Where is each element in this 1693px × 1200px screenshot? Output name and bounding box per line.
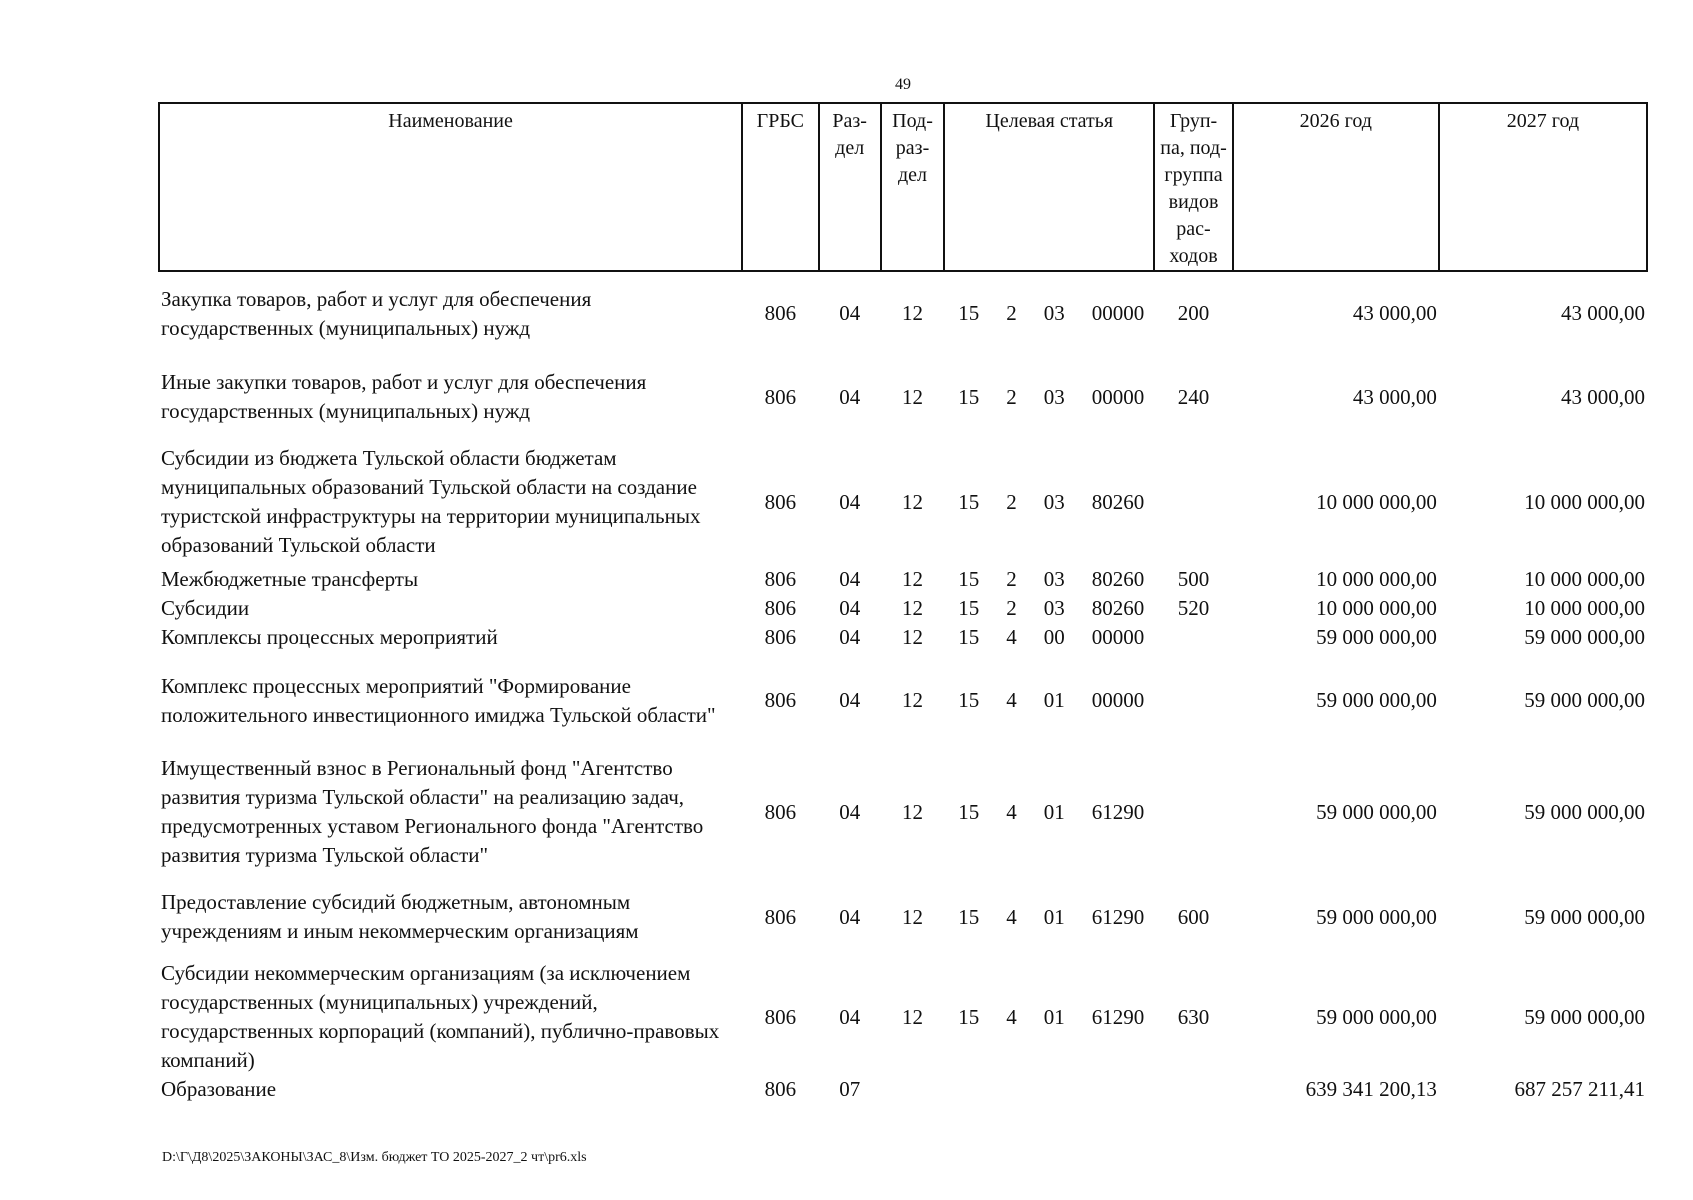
row-target bbox=[944, 623, 1154, 652]
target-code-part: 00000 bbox=[1091, 301, 1145, 325]
table-row bbox=[159, 594, 1647, 623]
row-2026: 59 000 000,00 bbox=[1316, 625, 1437, 649]
header-name: Наименование bbox=[159, 103, 742, 271]
target-code-part: 4 bbox=[1006, 1004, 1017, 1029]
target-code-part: 00 bbox=[1043, 625, 1065, 649]
target-code-part: 15 bbox=[958, 904, 980, 929]
row-2027: 59 000 000,00 bbox=[1524, 799, 1645, 824]
row-grbs: 806 bbox=[764, 904, 797, 929]
row-grbs: 806 bbox=[764, 1077, 797, 1101]
target-code-part: 00000 bbox=[1091, 625, 1145, 649]
row-group bbox=[1154, 652, 1232, 749]
table-row bbox=[159, 623, 1647, 652]
row-target bbox=[944, 355, 1154, 439]
table-row bbox=[159, 875, 1647, 959]
target-code-part: 01 bbox=[1043, 1004, 1065, 1029]
target-code-part: 4 bbox=[1006, 625, 1017, 649]
header-2026: 2026 год bbox=[1233, 103, 1439, 271]
row-2027: 59 000 000,00 bbox=[1524, 1004, 1645, 1029]
target-code-part: 01 bbox=[1043, 688, 1065, 712]
target-code-part: 15 bbox=[958, 384, 980, 409]
row-group: 500 bbox=[1177, 567, 1210, 591]
header-2027: 2027 год bbox=[1439, 103, 1647, 271]
target-code-part: 2 bbox=[1006, 301, 1017, 325]
row-podrazdel: 12 bbox=[902, 489, 924, 514]
row-2026: 639 341 200,13 bbox=[1305, 1077, 1437, 1101]
row-name: Межбюджетные трансферты bbox=[161, 567, 419, 591]
row-grbs: 806 bbox=[764, 625, 797, 649]
table-row bbox=[159, 749, 1647, 875]
row-2026: 59 000 000,00 bbox=[1316, 904, 1437, 929]
row-target bbox=[944, 594, 1154, 623]
row-name: Комплексы процессных мероприятий bbox=[161, 625, 498, 649]
row-podrazdel: 12 bbox=[902, 301, 924, 325]
target-code-part: 03 bbox=[1043, 489, 1065, 514]
table-header-row bbox=[159, 103, 1647, 271]
target-code-part: 01 bbox=[1043, 904, 1065, 929]
row-2027: 59 000 000,00 bbox=[1524, 625, 1645, 649]
header-target: Целевая статья bbox=[944, 103, 1154, 271]
row-name: Субсидии bbox=[161, 596, 250, 620]
row-podrazdel: 12 bbox=[902, 567, 924, 591]
table-row bbox=[159, 652, 1647, 749]
row-name: Иные закупки товаров, работ и услуг для обеспечения государственных (муниципальных) нужд bbox=[161, 370, 647, 423]
target-code-part: 01 bbox=[1043, 799, 1065, 824]
row-group: 240 bbox=[1177, 384, 1210, 409]
row-razdel: 04 bbox=[839, 799, 861, 824]
row-target bbox=[944, 1075, 1154, 1104]
table-row bbox=[159, 355, 1647, 439]
row-podrazdel: 12 bbox=[902, 799, 924, 824]
target-code-part: 15 bbox=[958, 625, 980, 649]
row-target bbox=[944, 875, 1154, 959]
target-code-part: 4 bbox=[1006, 799, 1017, 824]
target-code bbox=[946, 383, 1152, 412]
target-code-part: 15 bbox=[958, 688, 980, 712]
row-2027: 10 000 000,00 bbox=[1524, 489, 1645, 514]
row-name: Имущественный взнос в Региональный фонд "Агентство развития туризма Тульской области" на реализацию задач, предусмотренных уставом Регионального фонда "Агентство развития туризма Тульской области" bbox=[161, 756, 704, 867]
target-code-part: 15 bbox=[958, 489, 980, 514]
target-code-part: 61290 bbox=[1091, 1004, 1145, 1029]
target-code-part: 15 bbox=[958, 567, 980, 591]
table-row bbox=[159, 271, 1647, 355]
row-grbs: 806 bbox=[764, 489, 797, 514]
row-group: 520 bbox=[1177, 596, 1210, 620]
budget-table bbox=[158, 102, 1648, 1104]
row-razdel: 04 bbox=[839, 625, 861, 649]
row-2026: 59 000 000,00 bbox=[1316, 1004, 1437, 1029]
row-group: 630 bbox=[1177, 1004, 1210, 1029]
row-target bbox=[944, 271, 1154, 355]
target-code-part: 2 bbox=[1006, 567, 1017, 591]
target-code bbox=[946, 594, 1152, 623]
row-group bbox=[1154, 623, 1232, 652]
row-target bbox=[944, 439, 1154, 565]
header-podrazdel: Под- раз- дел bbox=[881, 103, 944, 271]
row-2027: 10 000 000,00 bbox=[1524, 567, 1645, 591]
table-row bbox=[159, 439, 1647, 565]
row-podrazdel: 12 bbox=[902, 596, 924, 620]
row-group bbox=[1154, 1075, 1232, 1104]
table-row bbox=[159, 959, 1647, 1075]
target-code bbox=[946, 903, 1152, 932]
file-path-footer: D:\Г\Д8\2025\ЗАКОНЫ\ЗАС_8\Изм. бюджет ТО 2025-2027_2 чт\pr6.xls bbox=[162, 1150, 587, 1165]
target-code-part: 15 bbox=[958, 301, 980, 325]
target-code-part: 15 bbox=[958, 596, 980, 620]
target-code-part: 2 bbox=[1006, 596, 1017, 620]
row-razdel: 07 bbox=[839, 1077, 861, 1101]
row-podrazdel: 12 bbox=[902, 904, 924, 929]
target-code-part: 2 bbox=[1006, 384, 1017, 409]
row-group: 600 bbox=[1177, 904, 1210, 929]
row-grbs: 806 bbox=[764, 1004, 797, 1029]
target-code-part: 03 bbox=[1043, 567, 1065, 591]
row-razdel: 04 bbox=[839, 1004, 861, 1029]
row-grbs: 806 bbox=[764, 799, 797, 824]
target-code bbox=[946, 488, 1152, 517]
target-code-part: 00000 bbox=[1091, 384, 1145, 409]
target-code bbox=[946, 1003, 1152, 1032]
target-code-part: 80260 bbox=[1091, 596, 1145, 620]
row-group bbox=[1154, 439, 1232, 565]
row-name: Закупка товаров, работ и услуг для обеспечения государственных (муниципальных) нужд bbox=[161, 286, 592, 340]
row-razdel: 04 bbox=[839, 904, 861, 929]
row-name: Комплекс процессных мероприятий "Формирование положительного инвестиционного имиджа Тульской области" bbox=[161, 673, 716, 727]
row-razdel: 04 bbox=[839, 567, 861, 591]
target-code-part: 00000 bbox=[1091, 688, 1145, 712]
target-code bbox=[946, 798, 1152, 827]
target-code-part: 4 bbox=[1006, 904, 1017, 929]
row-2026: 59 000 000,00 bbox=[1316, 799, 1437, 824]
row-grbs: 806 bbox=[764, 301, 797, 325]
row-razdel: 04 bbox=[839, 384, 861, 409]
row-name: Субсидии из бюджета Тульской области бюджетам муниципальных образований Тульской области на создание туристской инфраструктуры на территории муниципальных образований Тульской области bbox=[161, 446, 701, 557]
row-2026: 10 000 000,00 bbox=[1316, 489, 1437, 514]
row-2026: 43 000,00 bbox=[1352, 384, 1437, 409]
row-target bbox=[944, 565, 1154, 594]
row-podrazdel: 12 bbox=[902, 384, 924, 409]
row-name: Субсидии некоммерческим организациям (за исключением государственных (муниципальных) учреждений, государственных корпораций (компаний), публично-правовых компаний) bbox=[161, 961, 720, 1072]
row-2026: 43 000,00 bbox=[1352, 301, 1437, 325]
row-target bbox=[944, 652, 1154, 749]
row-podrazdel: 12 bbox=[902, 1004, 924, 1029]
row-2027: 59 000 000,00 bbox=[1524, 688, 1645, 712]
target-code-part: 80260 bbox=[1091, 489, 1145, 514]
page-number: 49 bbox=[895, 76, 911, 93]
row-group: 200 bbox=[1177, 301, 1210, 325]
target-code-part: 4 bbox=[1006, 688, 1017, 712]
row-grbs: 806 bbox=[764, 688, 797, 712]
row-group bbox=[1154, 749, 1232, 875]
row-2026: 10 000 000,00 bbox=[1316, 567, 1437, 591]
target-code-part: 03 bbox=[1043, 301, 1065, 325]
target-code-part: 15 bbox=[958, 1004, 980, 1029]
row-razdel: 04 bbox=[839, 688, 861, 712]
header-grbs: ГРБС bbox=[742, 103, 818, 271]
row-podrazdel: 12 bbox=[902, 625, 924, 649]
row-target bbox=[944, 959, 1154, 1075]
target-code-part: 03 bbox=[1043, 596, 1065, 620]
target-code bbox=[946, 299, 1152, 328]
target-code-part: 2 bbox=[1006, 489, 1017, 514]
target-code bbox=[946, 623, 1152, 652]
row-2027: 687 257 211,41 bbox=[1514, 1077, 1645, 1101]
row-razdel: 04 bbox=[839, 489, 861, 514]
row-name: Образование bbox=[161, 1077, 277, 1101]
row-2026: 59 000 000,00 bbox=[1316, 688, 1437, 712]
row-razdel: 04 bbox=[839, 301, 861, 325]
row-razdel: 04 bbox=[839, 596, 861, 620]
row-grbs: 806 bbox=[764, 596, 797, 620]
target-code-part: 80260 bbox=[1091, 567, 1145, 591]
row-podrazdel bbox=[881, 1075, 944, 1104]
row-2027: 43 000,00 bbox=[1561, 301, 1645, 325]
target-code-part: 03 bbox=[1043, 384, 1065, 409]
row-grbs: 806 bbox=[764, 384, 797, 409]
row-2027: 10 000 000,00 bbox=[1524, 596, 1645, 620]
table-row bbox=[159, 1075, 1647, 1104]
row-2027: 43 000,00 bbox=[1561, 384, 1645, 409]
table-row bbox=[159, 565, 1647, 594]
row-name: Предоставление субсидий бюджетным, автономным учреждениям и иным некоммерческим организациям bbox=[161, 890, 639, 943]
row-2027: 59 000 000,00 bbox=[1524, 904, 1645, 929]
target-code-part: 61290 bbox=[1091, 799, 1145, 824]
target-code bbox=[946, 686, 1152, 715]
target-code-part: 15 bbox=[958, 799, 980, 824]
row-2026: 10 000 000,00 bbox=[1316, 596, 1437, 620]
header-group: Груп- па, под- группа видов рас- ходов bbox=[1154, 103, 1232, 271]
target-code bbox=[946, 565, 1152, 594]
row-grbs: 806 bbox=[764, 567, 797, 591]
row-target bbox=[944, 749, 1154, 875]
header-razdel: Раз- дел bbox=[819, 103, 881, 271]
row-podrazdel: 12 bbox=[902, 688, 924, 712]
target-code-part: 61290 bbox=[1091, 904, 1145, 929]
